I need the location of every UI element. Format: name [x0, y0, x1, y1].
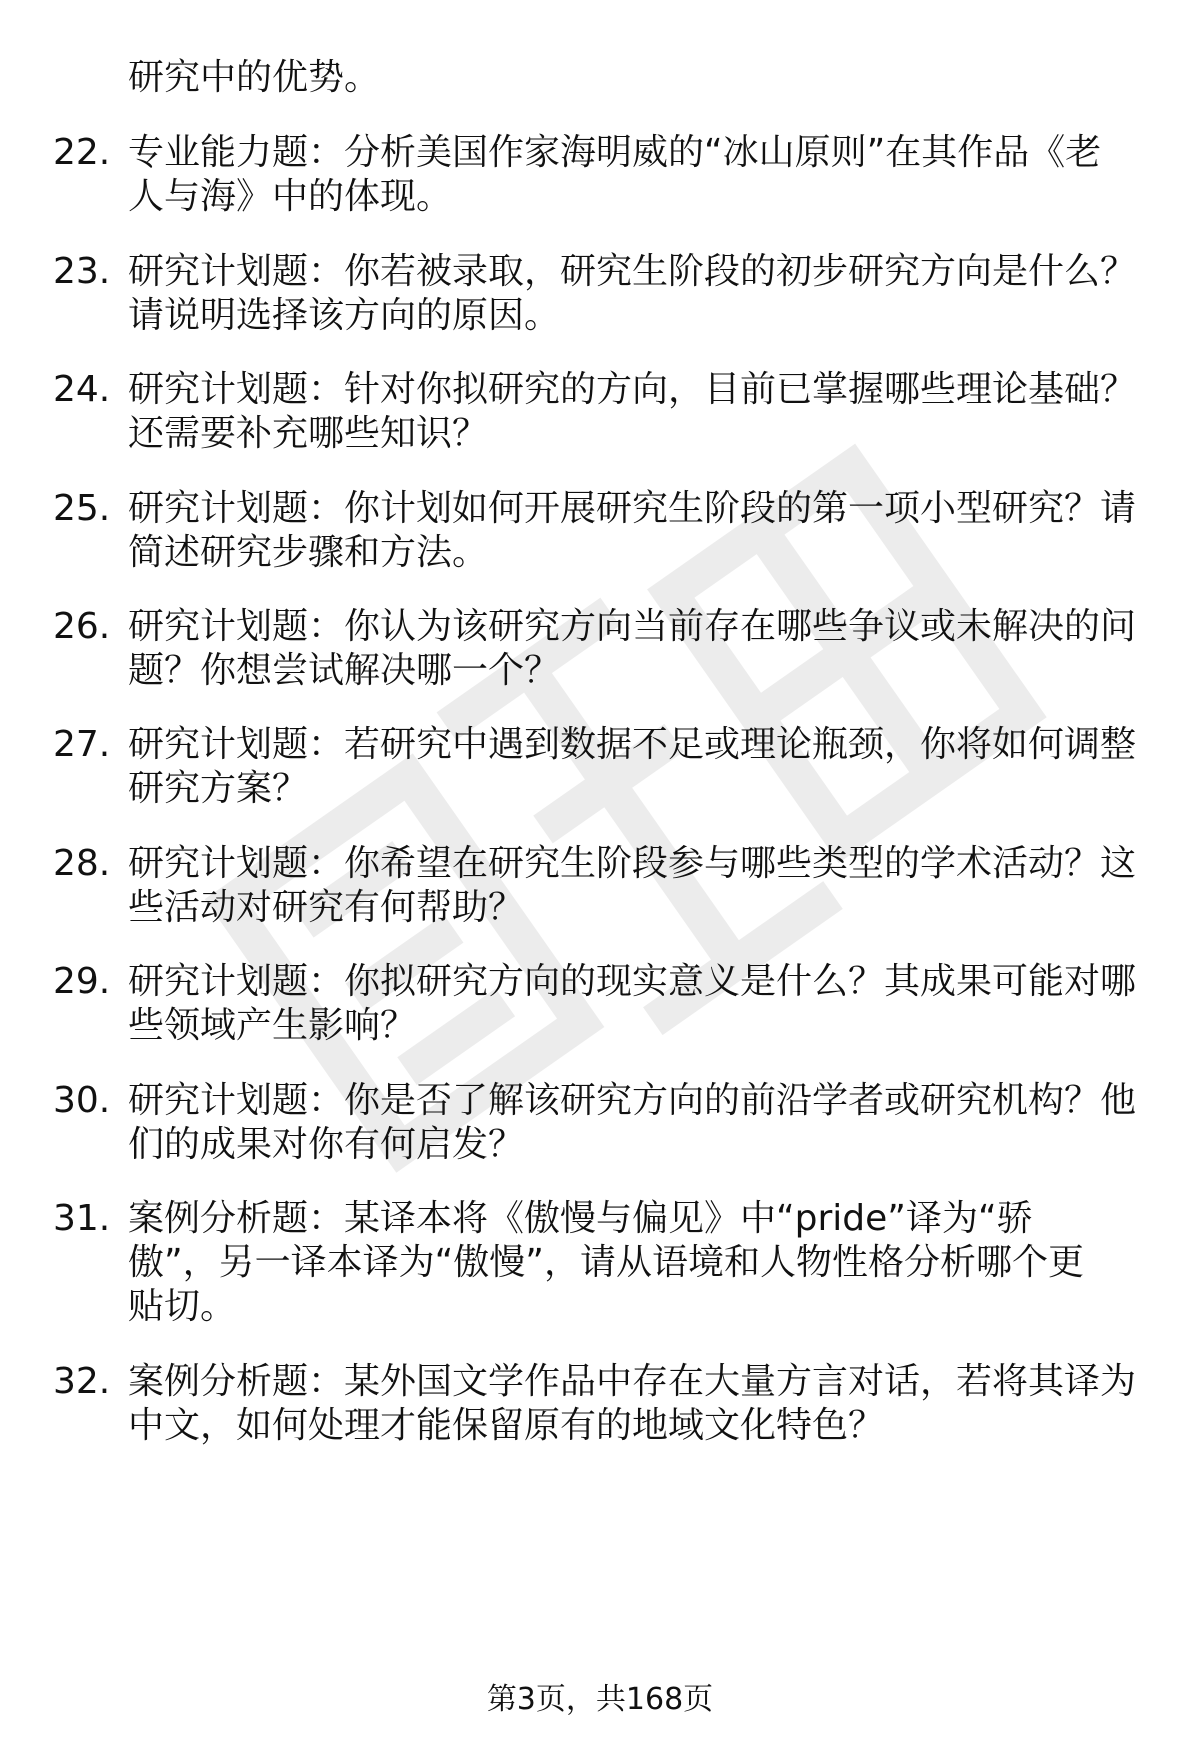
item-text: 些活动对研究有何帮助？	[128, 887, 525, 928]
item-number: 24.	[53, 369, 111, 410]
item-text: 研究计划题：你计划如何开展研究生阶段的第一项小型研究？请	[128, 488, 1137, 529]
item-number: 30.	[53, 1080, 111, 1121]
item-text: 中文，如何处理才能保留原有的地域文化特色？	[128, 1405, 885, 1446]
item-text: 研究计划题：若研究中遇到数据不足或理论瓶颈，你将如何调整	[128, 724, 1137, 765]
item-text: 研究计划题：你认为该研究方向当前存在哪些争议或未解决的问	[128, 606, 1137, 647]
item-text: 请说明选择该方向的原因。	[128, 295, 561, 336]
item-text: 研究计划题：你是否了解该研究方向的前沿学者或研究机构？他	[128, 1080, 1137, 1121]
continuation-text: 研究中的优势。	[128, 57, 381, 98]
item-number: 27.	[53, 724, 111, 765]
item-text: 题？你想尝试解决哪一个？	[128, 650, 561, 691]
item-number: 23.	[53, 251, 111, 292]
item-text: 案例分析题：某译本将《傲慢与偏见》中“pride”译为“骄	[128, 1198, 1033, 1239]
item-text: 傲”，另一译本译为“傲慢”，请从语境和人物性格分析哪个更	[128, 1242, 1084, 1283]
item-number: 26.	[53, 606, 111, 647]
item-number: 32.	[53, 1361, 111, 1402]
item-number: 29.	[53, 961, 111, 1002]
item-text: 案例分析题：某外国文学作品中存在大量方言对话，若将其译为	[128, 1361, 1137, 1402]
item-text: 们的成果对你有何启发？	[128, 1124, 525, 1165]
item-text: 些领域产生影响？	[128, 1005, 417, 1046]
item-text: 简述研究步骤和方法。	[128, 532, 489, 573]
item-text: 专业能力题：分析美国作家海明威的“冰山原则”在其作品《老	[128, 132, 1102, 173]
item-text: 还需要补充哪些知识？	[128, 413, 489, 454]
item-number: 31.	[53, 1198, 111, 1239]
item-text: 人与海》中的体现。	[128, 176, 453, 217]
item-number: 25.	[53, 488, 111, 529]
item-text: 研究计划题：你若被录取，研究生阶段的初步研究方向是什么？	[128, 251, 1137, 292]
item-text: 研究方案？	[128, 768, 309, 809]
item-text: 研究计划题：你希望在研究生阶段参与哪些类型的学术活动？这	[128, 843, 1137, 884]
item-number: 28.	[53, 843, 111, 884]
item-number: 22.	[53, 132, 111, 173]
item-text: 研究计划题：你拟研究方向的现实意义是什么？其成果可能对哪	[128, 961, 1137, 1002]
item-text: 贴切。	[128, 1286, 237, 1327]
page-footer: 第3页，共168页	[486, 1682, 714, 1717]
item-text: 研究计划题：针对你拟研究的方向，目前已掌握哪些理论基础？	[128, 369, 1137, 410]
